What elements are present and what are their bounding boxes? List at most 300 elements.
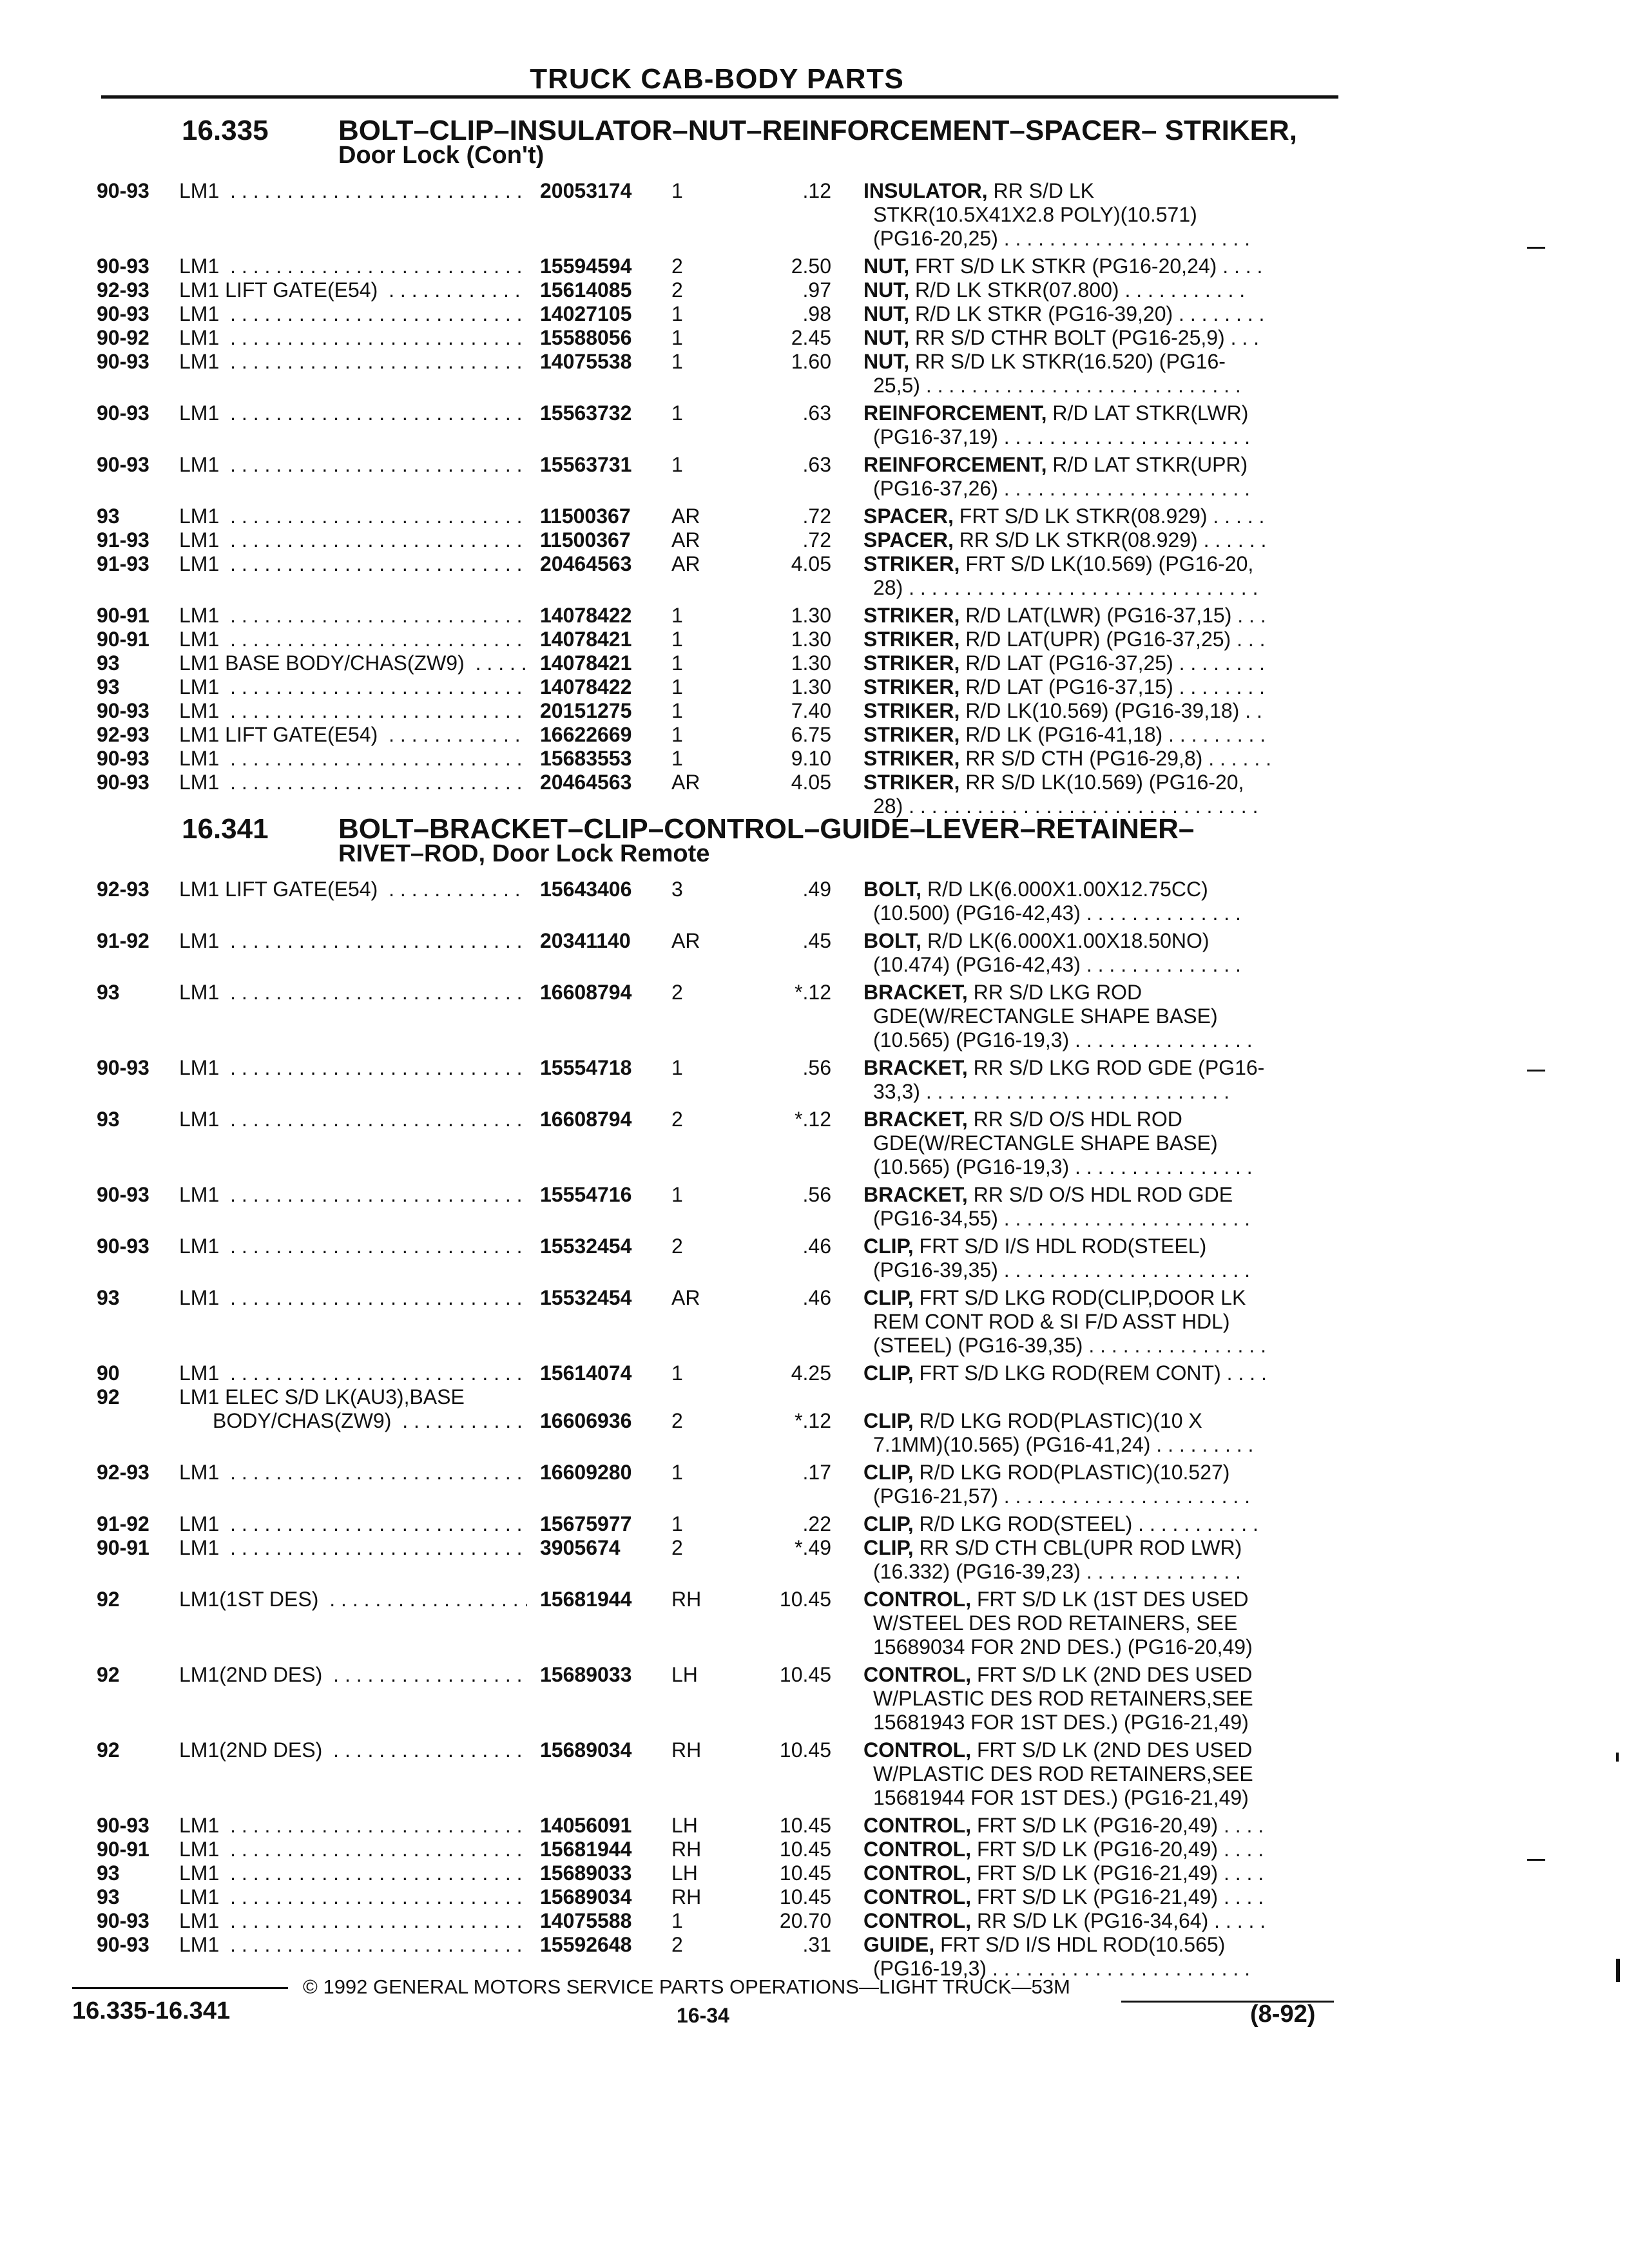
- price: .56: [802, 1183, 831, 1206]
- footer-copyright: © 1992 GENERAL MOTORS SERVICE PARTS OPERATIONS—LIGHT TRUCK—53M: [303, 1975, 1070, 1998]
- price: .49: [802, 878, 831, 901]
- model-code-text: LM1: [179, 604, 224, 627]
- price: .72: [802, 528, 831, 552]
- part-name: NUT,: [863, 326, 910, 349]
- part-number: 15681944: [540, 1588, 632, 1611]
- description-line: [863, 505, 1264, 528]
- model-code-text: LM1: [179, 255, 224, 278]
- part-name: REINFORCEMENT,: [863, 453, 1047, 476]
- model-code: [179, 929, 527, 953]
- part-number: 15563732: [540, 401, 632, 425]
- description-line: [863, 1056, 1264, 1080]
- model-code: [179, 179, 527, 203]
- model-code-text: LM1 LIFT GATE(E54): [179, 723, 383, 746]
- part-name: CLIP,: [863, 1461, 914, 1484]
- model-years: 90-93: [97, 350, 149, 373]
- model-code-text: LM1: [179, 1536, 224, 1559]
- description-line: [863, 1512, 1258, 1536]
- price: 10.45: [779, 1885, 831, 1908]
- description-line: [863, 604, 1266, 628]
- model-code-text: LM1: [179, 1838, 224, 1861]
- model-code-text: LM1(1ST DES): [179, 1588, 323, 1611]
- model-code: [179, 302, 527, 326]
- price: 1.30: [791, 604, 831, 627]
- model-code-text: LM1: [179, 453, 224, 476]
- model-code: [179, 1385, 630, 1409]
- part-number: 20053174: [540, 179, 632, 202]
- model-code-text: LM1: [179, 302, 224, 325]
- quantity: 1: [671, 675, 683, 698]
- description-line: [863, 1409, 1202, 1433]
- margin-mark: [1527, 1070, 1545, 1072]
- description-text: R/D LAT(LWR) (PG16-37,15) . . .: [965, 604, 1266, 627]
- model-years: 92-93: [97, 878, 149, 901]
- description-text: R/D LKG ROD(PLASTIC)(10 X: [919, 1409, 1202, 1432]
- description-line: [863, 1909, 1266, 1933]
- model-code-text: LM1: [179, 528, 224, 552]
- quantity: 1: [671, 350, 683, 373]
- part-number: 16622669: [540, 723, 632, 746]
- description-line: [863, 771, 1244, 794]
- quantity: 2: [671, 255, 683, 278]
- quantity: LH: [671, 1663, 698, 1686]
- description-line: (10.565) (PG16-19,3) . . . . . . . . . . . . . . . .: [873, 1155, 1253, 1178]
- model-code: [179, 699, 527, 723]
- part-number: 14078422: [540, 604, 632, 627]
- model-years: 92-93: [97, 278, 149, 302]
- price: 2.45: [791, 326, 831, 349]
- description-text: R/D LAT(UPR) (PG16-37,25) . . .: [965, 628, 1266, 651]
- model-code: [179, 255, 527, 278]
- description-text: FRT S/D LK (PG16-20,49) . . . .: [976, 1814, 1264, 1837]
- description-line: W/PLASTIC DES ROD RETAINERS,SEE: [873, 1762, 1253, 1785]
- description-text: R/D LK(6.000X1.00X12.75CC): [927, 878, 1208, 901]
- price: *.49: [795, 1536, 831, 1559]
- model-code-text: LM1: [179, 981, 224, 1004]
- description-line: [863, 1108, 1182, 1131]
- description-text: RR S/D LK (PG16-34,64) . . . . .: [976, 1909, 1266, 1932]
- model-code-text: LM1 BASE BODY/CHAS(ZW9): [179, 651, 470, 675]
- part-number: 15689034: [540, 1885, 632, 1908]
- part-number: 14078421: [540, 628, 632, 651]
- margin-mark: [1616, 1959, 1620, 1982]
- quantity: 1: [671, 699, 683, 722]
- description-line: [863, 675, 1265, 699]
- description-line: [863, 723, 1266, 747]
- price: 10.45: [779, 1814, 831, 1837]
- quantity: 1: [671, 747, 683, 770]
- description-line: [863, 401, 1248, 425]
- model-years: 92-93: [97, 1461, 149, 1484]
- margin-mark: [1527, 247, 1545, 249]
- description-text: RR S/D LKG ROD GDE (PG16-: [973, 1056, 1265, 1079]
- model-code: [179, 1933, 527, 1957]
- part-number: 20464563: [540, 552, 632, 575]
- part-name: CLIP,: [863, 1286, 914, 1309]
- section-number: 16.341: [182, 813, 269, 845]
- description-text: R/D LAT (PG16-37,15) . . . . . . . .: [965, 675, 1265, 698]
- price: 10.45: [779, 1663, 831, 1686]
- description-line: [863, 179, 1094, 203]
- section-number: 16.335: [182, 115, 269, 146]
- model-years: 90-93: [97, 1814, 149, 1837]
- model-code-text: LM1 LIFT GATE(E54): [179, 278, 383, 302]
- quantity: 1: [671, 1361, 683, 1385]
- model-code-text: LM1: [179, 1286, 224, 1309]
- description-line: [863, 1183, 1233, 1207]
- model-years: 90-93: [97, 1933, 149, 1956]
- quantity: 1: [671, 302, 683, 325]
- price: 2.50: [791, 255, 831, 278]
- quantity: LH: [671, 1814, 698, 1837]
- quantity: 1: [671, 604, 683, 627]
- quantity: 2: [671, 1409, 683, 1432]
- section-subtitle: Door Lock (Con't): [338, 142, 545, 169]
- quantity: RH: [671, 1738, 702, 1762]
- model-code-text: BODY/CHAS(ZW9): [213, 1409, 396, 1432]
- part-number: 14075588: [540, 1909, 632, 1932]
- model-years: 91-93: [97, 552, 149, 575]
- model-code-text: LM1: [179, 1933, 224, 1956]
- model-code-text: LM1: [179, 179, 224, 202]
- model-code: [179, 747, 527, 771]
- quantity: 1: [671, 1183, 683, 1206]
- model-years: 93: [97, 505, 120, 528]
- header-rule: [101, 95, 1338, 99]
- description-text: RR S/D LK(10.569) (PG16-20,: [965, 771, 1244, 794]
- description-text: FRT S/D LKG ROD(REM CONT) . . . .: [919, 1361, 1267, 1385]
- description-line: [863, 255, 1262, 278]
- part-number: 16609280: [540, 1461, 632, 1484]
- description-text: FRT S/D LK (PG16-20,49) . . . .: [976, 1838, 1264, 1861]
- description-text: FRT S/D I/S HDL ROD(10.565): [940, 1933, 1226, 1956]
- model-years: 90-93: [97, 1909, 149, 1932]
- description-line: (10.500) (PG16-42,43) . . . . . . . . . . . . . .: [873, 901, 1241, 925]
- quantity: AR: [671, 1286, 700, 1309]
- model-code: [179, 401, 527, 425]
- model-code-continued: [213, 1409, 527, 1433]
- model-code: [179, 1512, 527, 1536]
- description-text: FRT S/D LK (1ST DES USED: [976, 1588, 1249, 1611]
- part-name: BRACKET,: [863, 981, 968, 1004]
- description-line: (10.565) (PG16-19,3) . . . . . . . . . . . . . . . .: [873, 1028, 1253, 1052]
- quantity: 1: [671, 651, 683, 675]
- description-line: [863, 1588, 1248, 1611]
- part-number: 15689033: [540, 1861, 632, 1885]
- quantity: 1: [671, 1909, 683, 1932]
- part-number: 15554716: [540, 1183, 632, 1206]
- model-years: 92: [97, 1663, 120, 1686]
- model-years: 90-93: [97, 699, 149, 722]
- part-number: 16606936: [540, 1409, 632, 1432]
- description-line: [863, 929, 1210, 953]
- model-years: 91-92: [97, 929, 149, 952]
- model-code-text: LM1: [179, 929, 224, 952]
- description-line: (PG16-34,55) . . . . . . . . . . . . . . . . . . . . . .: [873, 1207, 1251, 1230]
- description-text: RR S/D CTH (PG16-29,8) . . . . . .: [965, 747, 1271, 770]
- description-text: RR S/D CTH CBL(UPR ROD LWR): [919, 1536, 1242, 1559]
- model-code-text: LM1: [179, 1235, 224, 1258]
- price: 1.30: [791, 675, 831, 698]
- part-number: 15643406: [540, 878, 632, 901]
- part-name: BRACKET,: [863, 1108, 968, 1131]
- part-name: STRIKER,: [863, 604, 960, 627]
- part-number: 15592648: [540, 1933, 632, 1956]
- price: 7.40: [791, 699, 831, 722]
- price: .46: [802, 1286, 831, 1309]
- description-text: FRT S/D LK (PG16-21,49) . . . .: [976, 1885, 1264, 1908]
- part-name: CONTROL,: [863, 1861, 972, 1885]
- quantity: 1: [671, 1056, 683, 1079]
- description-line: [863, 1235, 1206, 1258]
- model-code-text: LM1: [179, 628, 224, 651]
- price: .46: [802, 1235, 831, 1258]
- price: 9.10: [791, 747, 831, 770]
- model-code: [179, 1108, 527, 1131]
- model-years: 90-93: [97, 1056, 149, 1079]
- quantity: RH: [671, 1838, 702, 1861]
- part-number: 15532454: [540, 1235, 632, 1258]
- margin-mark: [1527, 1859, 1545, 1861]
- part-number: 15614074: [540, 1361, 632, 1385]
- description-text: R/D LAT STKR(UPR): [1052, 453, 1248, 476]
- margin-mark: [1616, 1753, 1619, 1762]
- part-number: 15563731: [540, 453, 632, 476]
- description-text: FRT S/D LK STKR(08.929) . . . . .: [959, 505, 1265, 528]
- quantity: 1: [671, 453, 683, 476]
- description-line: 15689034 FOR 2ND DES.) (PG16-20,49): [873, 1635, 1253, 1658]
- model-years: 90-91: [97, 1838, 149, 1861]
- quantity: AR: [671, 505, 700, 528]
- description-line: [863, 453, 1248, 477]
- quantity: AR: [671, 552, 700, 575]
- model-years: 90-91: [97, 604, 149, 627]
- part-number: 15588056: [540, 326, 632, 349]
- model-code: [179, 878, 527, 901]
- model-code: [179, 326, 527, 350]
- price: 10.45: [779, 1738, 831, 1762]
- price: .98: [802, 302, 831, 325]
- description-text: R/D LK (PG16-41,18) . . . . . . . . .: [965, 723, 1266, 746]
- description-line: GDE(W/RECTANGLE SHAPE BASE): [873, 1131, 1218, 1155]
- part-name: CLIP,: [863, 1235, 914, 1258]
- part-number: 20464563: [540, 771, 632, 794]
- part-name: BOLT,: [863, 878, 922, 901]
- description-line: (STEEL) (PG16-39,35) . . . . . . . . . . . . . . . .: [873, 1334, 1266, 1357]
- part-number: 15675977: [540, 1512, 632, 1535]
- model-years: 93: [97, 1286, 120, 1309]
- description-line: [863, 1286, 1246, 1310]
- price: .17: [802, 1461, 831, 1484]
- model-code: [179, 1235, 527, 1258]
- quantity: 1: [671, 401, 683, 425]
- price: 10.45: [779, 1838, 831, 1861]
- model-code: [179, 1588, 527, 1611]
- model-code-text: LM1: [179, 1909, 224, 1932]
- description-line: REM CONT ROD & SI F/D ASST HDL): [873, 1310, 1230, 1333]
- part-number: 14075538: [540, 350, 632, 373]
- model-code: [179, 651, 527, 675]
- part-name: SPACER,: [863, 528, 954, 552]
- model-years: 92: [97, 1385, 120, 1408]
- section-title: BOLT–CLIP–INSULATOR–NUT–REINFORCEMENT–SPACER– STRIKER,: [338, 115, 1298, 146]
- model-code: [179, 675, 527, 699]
- model-code-text: LM1: [179, 1861, 224, 1885]
- model-years: 93: [97, 675, 120, 698]
- model-code: [179, 453, 527, 477]
- part-number: 15689034: [540, 1738, 632, 1762]
- model-years: 90-93: [97, 179, 149, 202]
- description-text: RR S/D O/S HDL ROD GDE: [973, 1183, 1233, 1206]
- description-line: (16.332) (PG16-39,23) . . . . . . . . . . . . . .: [873, 1560, 1241, 1583]
- model-code: [179, 1861, 527, 1885]
- price: 10.45: [779, 1861, 831, 1885]
- description-text: FRT S/D LK STKR (PG16-20,24) . . . .: [915, 255, 1263, 278]
- description-line: 25,5) . . . . . . . . . . . . . . . . . . . . . . . . . . . .: [873, 374, 1241, 397]
- quantity: 2: [671, 278, 683, 302]
- description-text: FRT S/D LKG ROD(CLIP,DOOR LK: [919, 1286, 1246, 1309]
- description-line: [863, 628, 1266, 651]
- part-number: 15554718: [540, 1056, 632, 1079]
- model-code-text: LM1: [179, 1814, 224, 1837]
- quantity: RH: [671, 1588, 702, 1611]
- price: .22: [802, 1512, 831, 1535]
- model-years: 90-93: [97, 1235, 149, 1258]
- quantity: 2: [671, 981, 683, 1004]
- part-number: 11500367: [540, 528, 631, 552]
- model-code-text: LM1: [179, 326, 224, 349]
- price: .63: [802, 401, 831, 425]
- description-line: [863, 278, 1245, 302]
- description-line: W/STEEL DES ROD RETAINERS, SEE: [873, 1611, 1238, 1635]
- model-code: [179, 505, 527, 528]
- model-code: [179, 1909, 527, 1933]
- part-number: 14078421: [540, 651, 632, 675]
- part-name: REINFORCEMENT,: [863, 401, 1047, 425]
- model-code: [179, 628, 527, 651]
- part-number: 14027105: [540, 302, 632, 325]
- part-name: BRACKET,: [863, 1056, 968, 1079]
- part-name: STRIKER,: [863, 723, 960, 746]
- model-code-text: LM1: [179, 699, 224, 722]
- description-text: RR S/D LK: [993, 179, 1094, 202]
- part-number: 15614085: [540, 278, 632, 302]
- description-line: (10.474) (PG16-42,43) . . . . . . . . . . . . . .: [873, 953, 1241, 976]
- price: *.12: [795, 1409, 831, 1432]
- part-name: NUT,: [863, 302, 910, 325]
- description-line: [863, 1814, 1264, 1838]
- model-code-text: LM1: [179, 1183, 224, 1206]
- description-line: (PG16-37,26) . . . . . . . . . . . . . . . . . . . . . .: [873, 477, 1251, 500]
- part-name: BRACKET,: [863, 1183, 968, 1206]
- model-years: 93: [97, 1885, 120, 1908]
- model-code: [179, 1663, 527, 1687]
- model-years: 92: [97, 1738, 120, 1762]
- model-code: [179, 1183, 527, 1207]
- part-number: 11500367: [540, 505, 631, 528]
- footer-date-code: (8-92): [1250, 2001, 1316, 2028]
- description-line: [863, 878, 1208, 901]
- part-name: CONTROL,: [863, 1909, 972, 1932]
- price: 4.25: [791, 1361, 831, 1385]
- description-line: [863, 350, 1226, 374]
- part-name: CONTROL,: [863, 1885, 972, 1908]
- model-code-text: LM1(2ND DES): [179, 1663, 327, 1686]
- model-code-text: LM1: [179, 1885, 224, 1908]
- model-years: 93: [97, 651, 120, 675]
- description-line: [863, 528, 1266, 552]
- part-name: CONTROL,: [863, 1838, 972, 1861]
- price: .72: [802, 505, 831, 528]
- part-name: STRIKER,: [863, 552, 960, 575]
- description-line: [863, 1838, 1264, 1861]
- description-line: 15681943 FOR 1ST DES.) (PG16-21,49): [873, 1711, 1249, 1734]
- quantity: RH: [671, 1885, 702, 1908]
- description-text: R/D LK STKR (PG16-39,20) . . . . . . . .: [915, 302, 1265, 325]
- part-name: STRIKER,: [863, 651, 960, 675]
- model-code: [179, 1361, 527, 1385]
- description-text: R/D LK(6.000X1.00X18.50NO): [927, 929, 1210, 952]
- part-name: SPACER,: [863, 505, 954, 528]
- model-years: 91-93: [97, 528, 149, 552]
- description-text: RR S/D LKG ROD: [973, 981, 1142, 1004]
- quantity: 1: [671, 326, 683, 349]
- model-years: 91-92: [97, 1512, 149, 1535]
- description-line: [863, 747, 1271, 771]
- part-number: 3905674: [540, 1536, 621, 1559]
- description-line: [863, 981, 1142, 1004]
- quantity: 1: [671, 628, 683, 651]
- quantity: 2: [671, 1933, 683, 1956]
- model-code: [179, 981, 527, 1004]
- price: .45: [802, 929, 831, 952]
- part-name: STRIKER,: [863, 628, 960, 651]
- model-code: [179, 528, 527, 552]
- description-line: [863, 1663, 1252, 1687]
- part-name: CONTROL,: [863, 1588, 972, 1611]
- model-years: 90-93: [97, 302, 149, 325]
- price: 6.75: [791, 723, 831, 746]
- model-code: [179, 723, 527, 747]
- quantity: AR: [671, 929, 700, 952]
- part-number: 14056091: [540, 1814, 632, 1837]
- model-code-text: LM1: [179, 552, 224, 575]
- model-code: [179, 604, 527, 628]
- model-code-text: LM1: [179, 1108, 224, 1131]
- part-name: CLIP,: [863, 1409, 914, 1432]
- model-code: [179, 350, 527, 374]
- description-line: [863, 326, 1259, 350]
- price: 4.05: [791, 771, 831, 794]
- model-code-text: LM1: [179, 401, 224, 425]
- model-years: 90-93: [97, 453, 149, 476]
- model-years: 93: [97, 1108, 120, 1131]
- page-header-title: TRUCK CAB-BODY PARTS: [530, 63, 904, 95]
- part-name: CONTROL,: [863, 1814, 972, 1837]
- model-code-text: LM1: [179, 1461, 224, 1484]
- model-years: 90: [97, 1361, 120, 1385]
- model-code: [179, 771, 527, 794]
- section-title: BOLT–BRACKET–CLIP–CONTROL–GUIDE–LEVER–RETAINER–: [338, 813, 1195, 845]
- description-line: [863, 1536, 1242, 1560]
- model-code: [179, 1814, 527, 1838]
- price: 20.70: [779, 1909, 831, 1932]
- part-name: STRIKER,: [863, 747, 960, 770]
- part-name: STRIKER,: [863, 675, 960, 698]
- price: .56: [802, 1056, 831, 1079]
- part-name: CONTROL,: [863, 1663, 972, 1686]
- description-text: R/D LAT STKR(LWR): [1052, 401, 1249, 425]
